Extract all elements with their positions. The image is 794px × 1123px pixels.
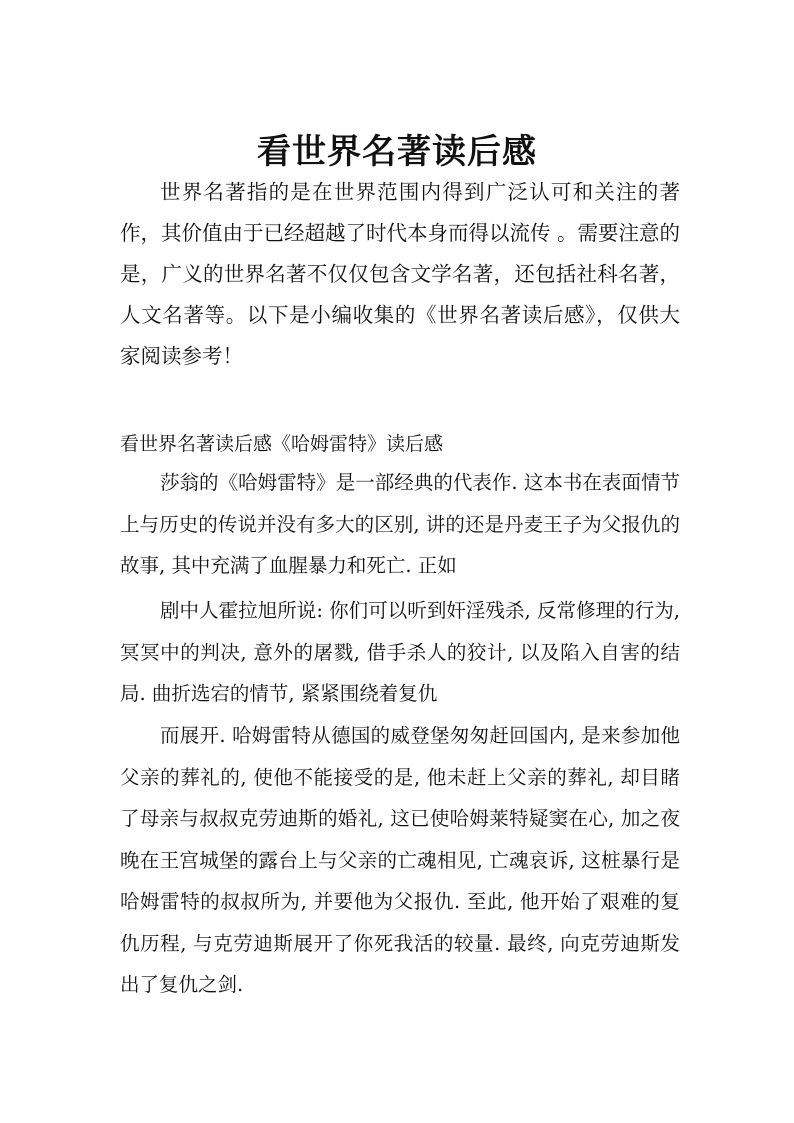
intro-paragraph: 世界名著指的是在世界范围内得到广泛认可和关注的著作，其价值由于已经超越了时代本身而得以流传 。需要注意的是，广义的世界名著不仅仅包含文学名著，还包括社科名著，人文名著等。以下是小编收集的《世界名著读后感》，仅供大家阅读参考！ <box>120 180 681 368</box>
body-paragraph-3: 而展开. 哈姆雷特从德国的威登堡匆匆赶回国内, 是来参加他父亲的葬礼的, 使他不能接受的是, 他未赶上父亲的葬礼, 却目睹了母亲与叔叔克劳迪斯的婚礼, 这已使哈姆莱特疑窦在心, 加之夜晚在王宫城堡的露台上与父亲的亡魂相见, 亡魂哀诉, 这桩暴行是哈姆雷特的叔叔所为, 并要他为父报仇. 至此, 他开始了艰难的复仇历程, 与克劳迪斯展开了你死我活的较量. 最终, 向克劳迪斯发出了复仇之剑. <box>120 724 680 996</box>
section-heading: 看世界名著读后感《哈姆雷特》读后感 <box>120 433 444 455</box>
body-paragraph-1: 莎翁的《哈姆雷特》是一部经典的代表作. 这本书在表面情节上与历史的传说并没有多大的区别, 讲的还是丹麦王子为父报仇的故事, 其中充满了血腥暴力和死亡. 正如 <box>120 471 680 577</box>
document-title: 看世界名著读后感 <box>257 131 537 172</box>
body-paragraph-2: 剧中人霍拉旭所说: 你们可以听到奸淫残杀, 反常修理的行为, 冥冥中的判决, 意外的屠戮, 借手杀人的狡计, 以及陷入自害的结局. 曲折选宕的情节, 紧紧围绕着复仇 <box>120 599 680 705</box>
